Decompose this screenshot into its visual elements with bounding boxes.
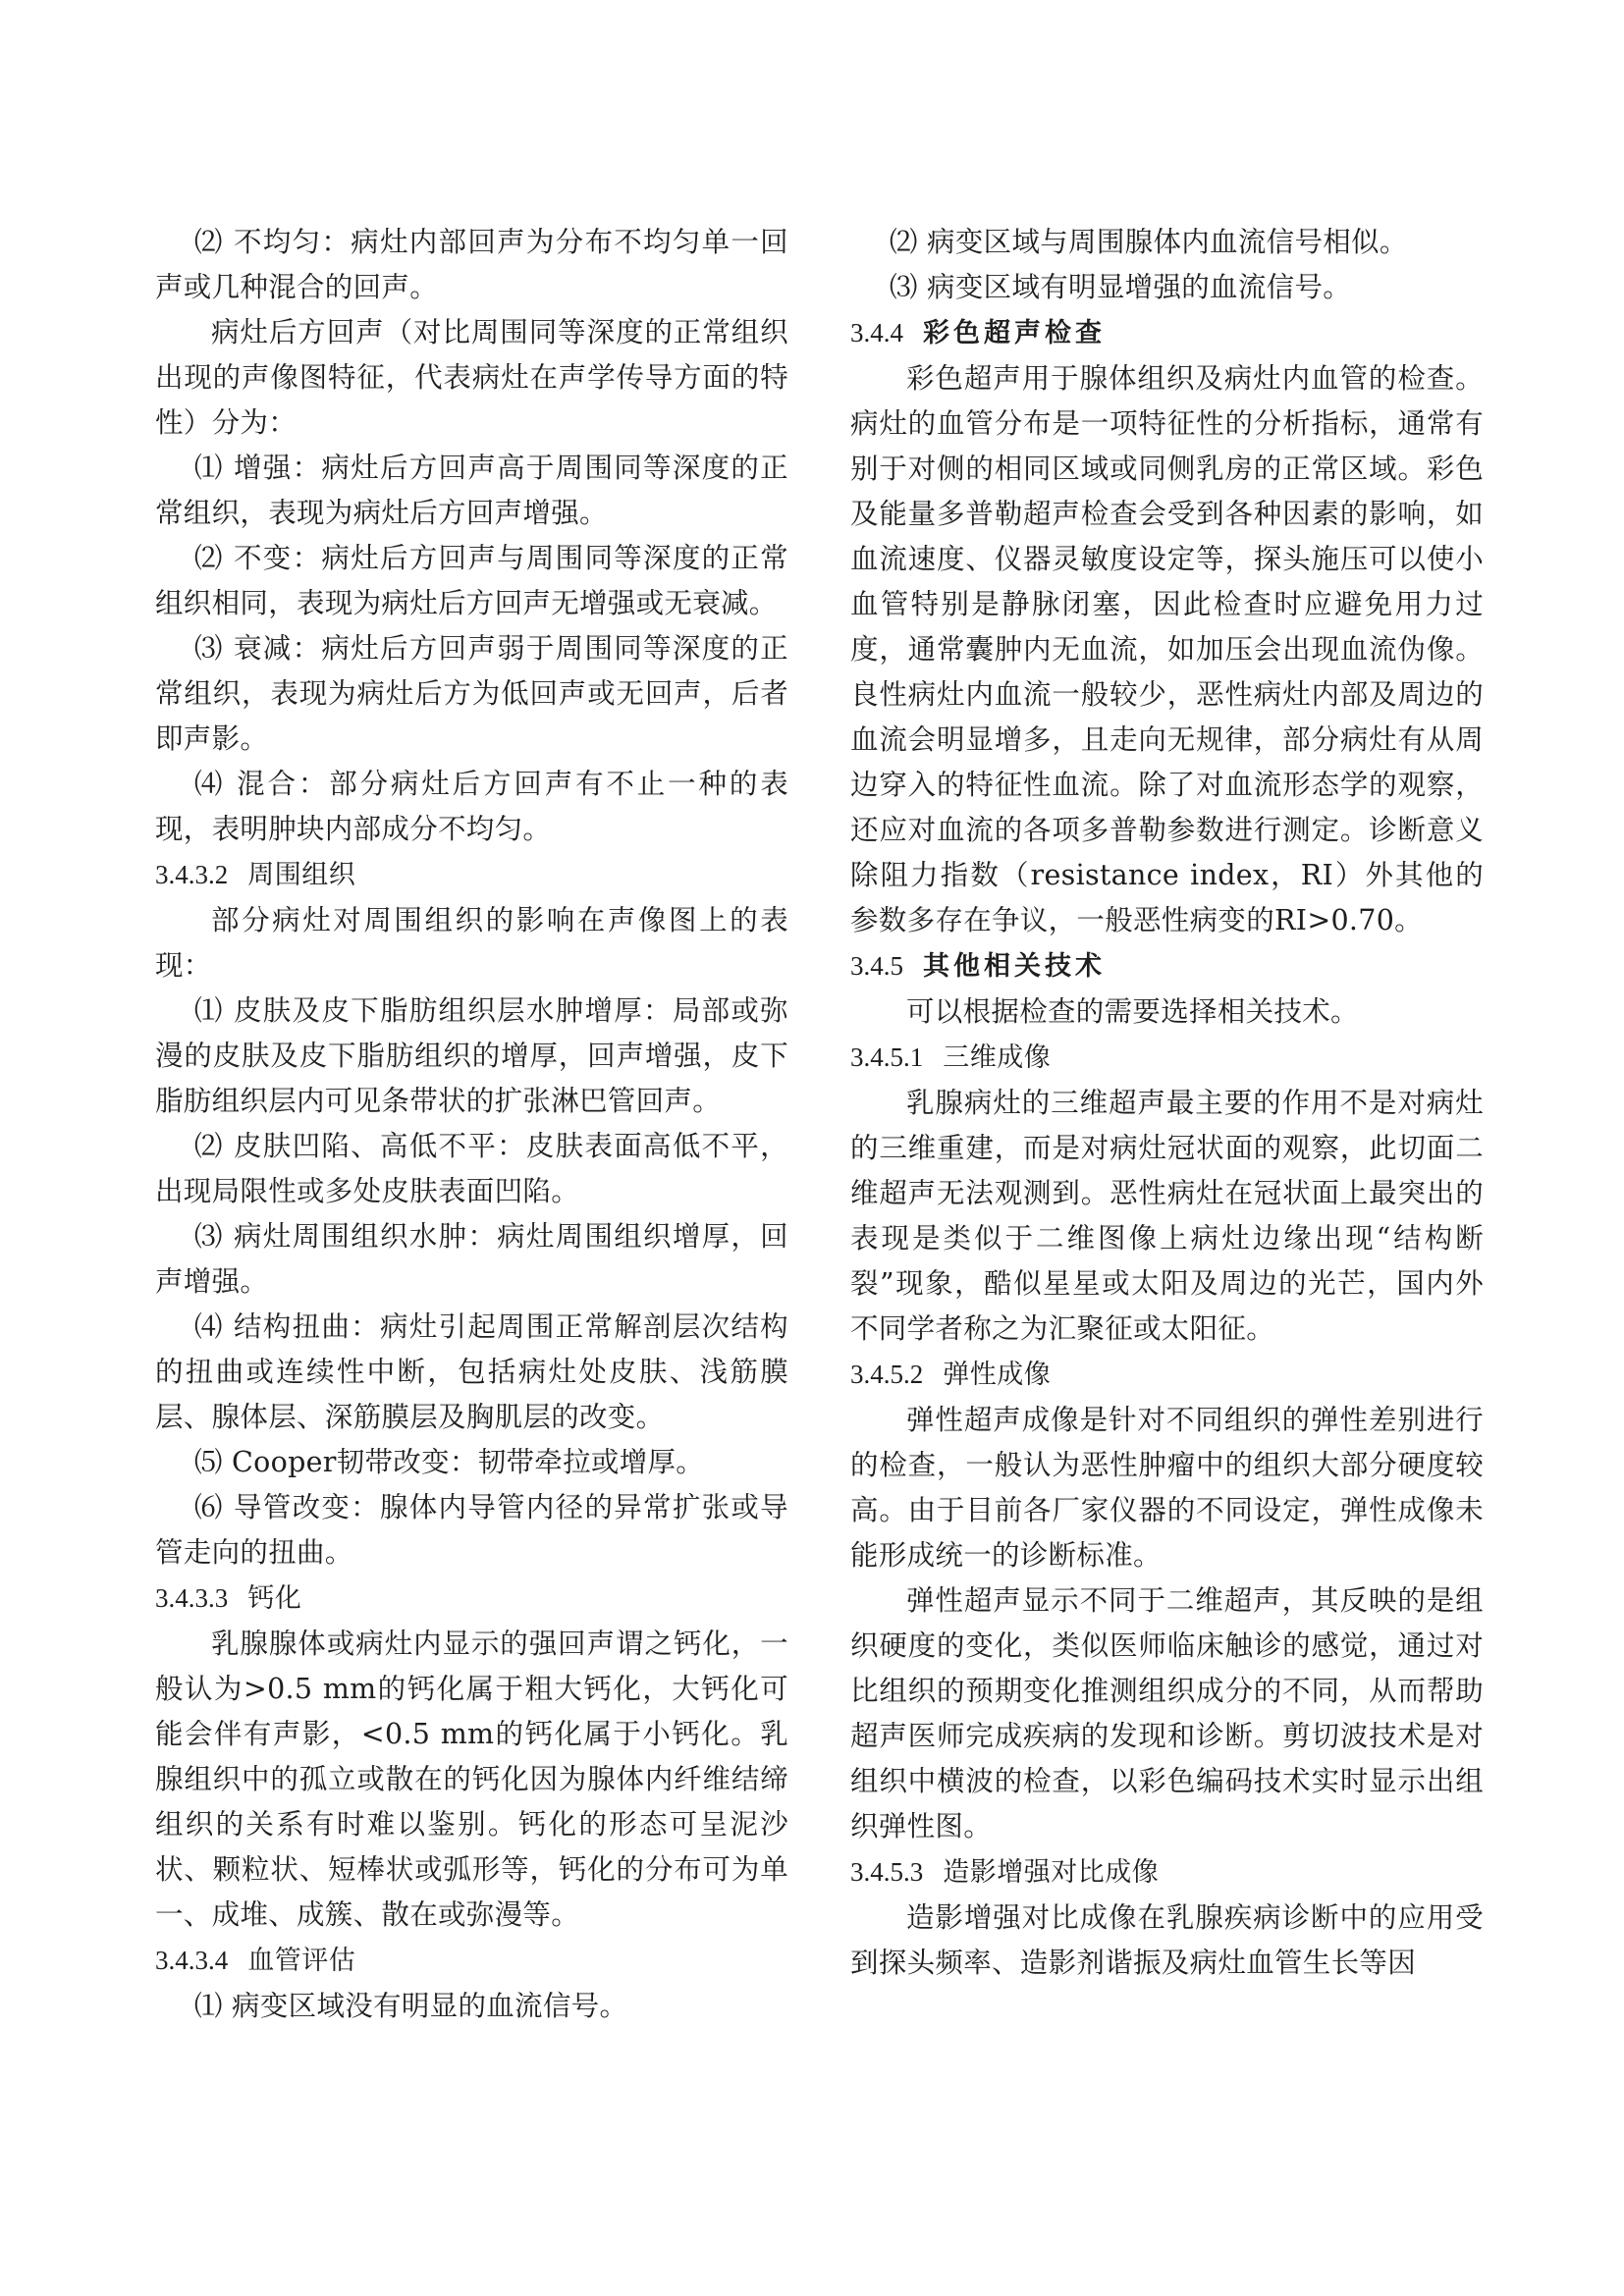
right-column: [850, 220, 1484, 1986]
list-item: ⑵ 不均匀：病灶内部回声为分布不均匀单一回声或几种混合的回声。: [155, 226, 788, 303]
paragraph: 弹性超声成像是针对不同组织的弹性差别进行的检查，一般认为恶性肿瘤中的组织大部分硬度较高。由于目前各厂家仪器的不同设定，弹性成像未能形成统一的诊断标准。: [850, 1404, 1484, 1572]
section-heading: [155, 1938, 788, 1984]
left-column: [155, 220, 788, 2029]
list-item: ⑸ Cooper韧带改变：韧带牵拉或增厚。: [193, 1446, 705, 1478]
paragraph: 部分病灶对周围组织的影响在声像图上的表现：: [155, 904, 788, 982]
section-heading: [850, 310, 1484, 356]
list-item: ⑶ 衰减：病灶后方回声弱于周围同等深度的正常组织，表现为病灶后方为低回声或无回声，后者即声影。: [155, 632, 788, 755]
list-item: ⑴ 增强：病灶后方回声高于周围同等深度的正常组织，表现为病灶后方回声增强。: [155, 452, 788, 529]
list-item: ⑵ 不变：病灶后方回声与周围同等深度的正常组织相同，表现为病灶后方回声无增强或无衰减。: [155, 542, 788, 619]
paragraph: 彩色超声用于腺体组织及病灶内血管的检查。病灶的血管分布是一项特征性的分析指标，通常有别于对侧的相同区域或同侧乳房的正常区域。彩色及能量多普勒超声检查会受到各种因素的影响，如血流速度、仪器灵敏度设定等，探头施压可以使小血管特别是静脉闭塞，因此检查时应避免用力过度，通常囊肿内无血流，如加压会出现血流伪像。良性病灶内血流一般较少，恶性病灶内部及周边的血流会明显增多，且走向无规律，部分病灶有从周边穿入的特征性血流。除了对血流形态学的观察，还应对血流的各项多普勒参数进行测定。诊断意义除阻力指数（resistance index，RI）外其他的参数多存在争议，一般恶性病变的RI>0.70。: [850, 362, 1484, 936]
section-title: 血管评估: [247, 1946, 356, 1976]
list-item: ⑷ 混合：部分病灶后方回声有不止一种的表现，表明肿块内部成分不均匀。: [155, 768, 788, 845]
section-title: 造影增强对比成像: [943, 1857, 1160, 1888]
section-title: 弹性成像: [943, 1360, 1052, 1390]
paragraph: 造影增强对比成像在乳腺疾病诊断中的应用受到探头频率、造影剂谐振及病灶血管生长等因: [850, 1901, 1484, 1979]
list-item: ⑴ 皮肤及皮下脂肪组织层水肿增厚：局部或弥漫的皮肤及皮下脂肪组织的增厚，回声增强，皮下脂肪组织层内可见条带状的扩张淋巴管回声。: [155, 994, 788, 1117]
list-item: ⑹ 导管改变：腺体内导管内径的异常扩张或导管走向的扭曲。: [155, 1491, 788, 1569]
paragraph: 病灶后方回声（对比周围同等深度的正常组织出现的声像图特征，代表病灶在声学传导方面的特性）分为：: [155, 316, 788, 439]
section-heading: [850, 943, 1484, 989]
paragraph: 乳腺腺体或病灶内显示的强回声谓之钙化，一般认为>0.5 mm的钙化属于粗大钙化，大钙化可能会伴有声影，<0.5 mm的钙化属于小钙化。乳腺组织中的孤立或散在的钙化因为腺体内纤维结缔组织的关系有时难以鉴别。钙化的形态可呈泥沙状、颗粒状、短棒状或弧形等，钙化的分布可为单一、成堆、成簇、散在或弥漫等。: [155, 1628, 788, 1931]
section-number: 3.4.5: [850, 951, 903, 981]
list-item: ⑶ 病灶周围组织水肿：病灶周围组织增厚，回声增强。: [155, 1220, 788, 1298]
section-title: 彩色超声检查: [923, 318, 1106, 348]
section-heading: [850, 1849, 1484, 1896]
section-title: 周围组织: [247, 860, 356, 890]
section-number: 3.4.5.2: [850, 1360, 924, 1389]
section-title: 其他相关技术: [923, 951, 1106, 982]
section-heading: [155, 1575, 788, 1622]
list-item: ⑷ 结构扭曲：病灶引起周围正常解剖层次结构的扭曲或连续性中断，包括病灶处皮肤、浅筋膜层、腺体层、深筋膜层及胸肌层的改变。: [155, 1310, 788, 1433]
paragraph: 乳腺病灶的三维超声最主要的作用不是对病灶的三维重建，而是对病灶冠状面的观察，此切面二维超声无法观测到。恶性病灶在冠状面上最突出的表现是类似于二维图像上病灶边缘出现“结构断裂”现象，酷似星星或太阳及周边的光芒，国内外不同学者称之为汇聚征或太阳征。: [850, 1087, 1484, 1345]
section-number: 3.4.3.3: [155, 1583, 229, 1613]
section-number: 3.4.5.1: [850, 1042, 924, 1072]
list-item: ⑶ 病变区域有明显增强的血流信号。: [889, 271, 1352, 303]
section-heading: [850, 1352, 1484, 1398]
section-number: 3.4.3.2: [155, 860, 229, 889]
list-item: ⑵ 病变区域与周围腺体内血流信号相似。: [889, 226, 1408, 258]
list-item: ⑴ 病变区域没有明显的血流信号。: [193, 1990, 628, 2022]
list-item: ⑵ 皮肤凹陷、高低不平：皮肤表面高低不平，出现局限性或多处皮肤表面凹陷。: [155, 1130, 788, 1207]
section-heading: [850, 1035, 1484, 1081]
section-number: 3.4.5.3: [850, 1857, 924, 1887]
paragraph: 可以根据检查的需要选择相关技术。: [906, 995, 1359, 1028]
section-number: 3.4.3.4: [155, 1946, 229, 1975]
section-number: 3.4.4: [850, 318, 903, 347]
section-title: 三维成像: [943, 1042, 1052, 1073]
paragraph: 弹性超声显示不同于二维超声，其反映的是组织硬度的变化，类似医师临床触诊的感觉，通过对比组织的预期变化推测组织成分的不同，从而帮助超声医师完成疾病的发现和诊断。剪切波技术是对组织中横波的检查，以彩色编码技术实时显示出组织弹性图。: [850, 1584, 1484, 1842]
section-title: 钙化: [247, 1583, 302, 1614]
section-heading: [155, 852, 788, 898]
